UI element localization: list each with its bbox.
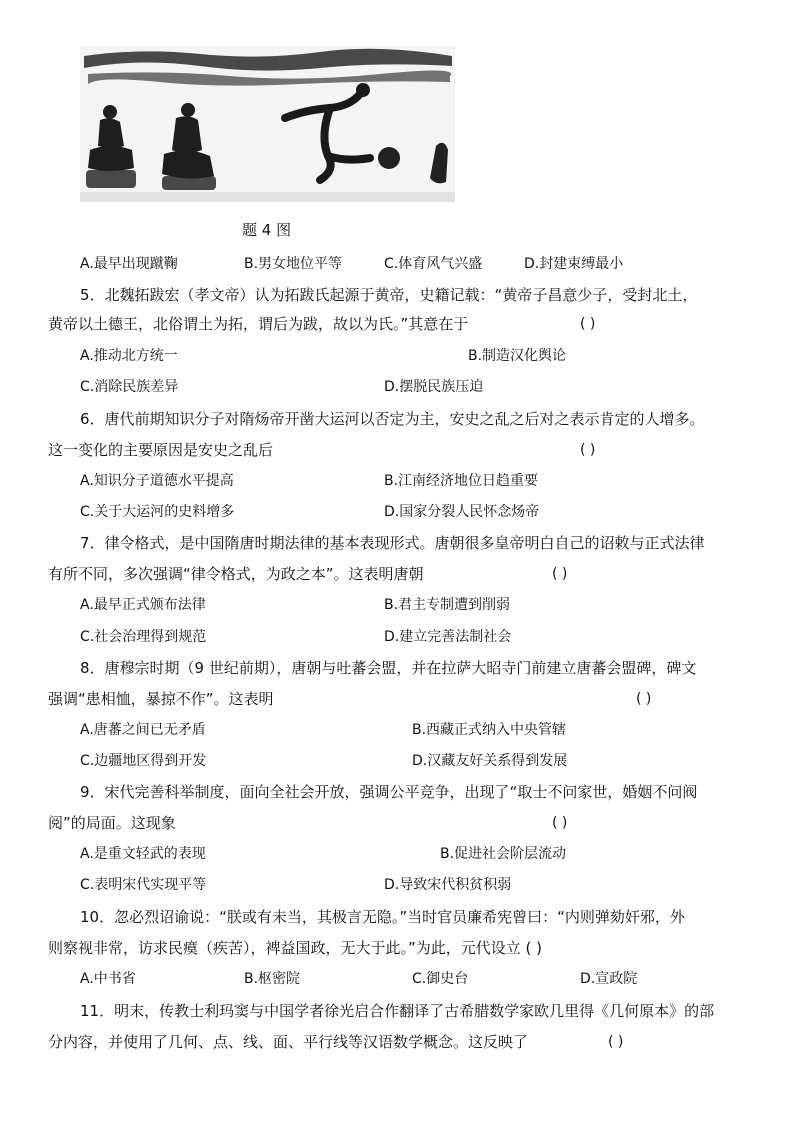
q4-option-b: B.男女地位平等 <box>244 256 343 272</box>
figure-caption: 题 4 图 <box>242 221 292 239</box>
q8-answer-blank: ( ) <box>636 691 652 707</box>
q6-stem-line2: 这一变化的主要原因是安史之乱后 <box>48 441 274 459</box>
q7-option-c: C.社会治理得到规范 <box>80 629 207 645</box>
q9-option-d: D.导致宋代积贫积弱 <box>384 877 512 893</box>
q6-option-d: D.国家分裂人民怀念炀帝 <box>384 504 540 520</box>
q6-option-c: C.关于大运河的史料增多 <box>80 504 235 520</box>
q5-option-b: B.制造汉化舆论 <box>468 348 567 364</box>
q11-stem-line2: 分内容，并使用了几何、点、线、面、平行线等汉语数学概念。这反映了 <box>48 1033 529 1051</box>
q9-option-a: A.是重文轻武的表现 <box>80 846 206 862</box>
q6-option-b: B.江南经济地位日趋重要 <box>384 473 539 489</box>
q11-stem-line1: 11．明末，传教士利玛窦与中国学者徐光启合作翻译了古希腊数学家欧几里得《几何原本》的部 <box>80 1002 715 1020</box>
q9-stem-line2: 阅”的局面。这现象 <box>48 814 176 832</box>
q9-option-c: C.表明宋代实现平等 <box>80 877 207 893</box>
q10-option-d: D.宣政院 <box>580 971 638 987</box>
q10-option-b: B.枢密院 <box>244 971 301 987</box>
q5-option-d: D.摆脱民族压迫 <box>384 379 484 395</box>
q8-option-a: A.唐蕃之间已无矛盾 <box>80 722 206 738</box>
q6-answer-blank: ( ) <box>580 442 596 458</box>
q4-option-c: C.体育风气兴盛 <box>384 256 483 272</box>
q7-option-a: A.最早正式颁布法律 <box>80 597 206 613</box>
q9-answer-blank: ( ) <box>552 815 568 831</box>
q9-stem-line1: 9．宋代完善科举制度，面向全社会开放，强调公平竞争，出现了“取士不问家世，婚姻不问阀 <box>80 783 698 801</box>
q8-option-b: B.西藏正式纳入中央管辖 <box>412 722 567 738</box>
q10-stem-line1: 10．忽必烈诏谕说：“朕或有未当，其极言无隐。”当时官员廉希宪曾曰：“内则弹劾奸邪，外 <box>80 908 685 926</box>
q8-stem-line1: 8．唐穆宗时期（9 世纪前期），唐朝与吐蕃会盟，并在拉萨大昭寺门前建立唐蕃会盟碑，碑文 <box>80 659 697 677</box>
rubbing-image-svg <box>80 46 455 202</box>
q5-stem-line2: 黄帝以土德王，北俗谓土为拓，谓后为跋，故以为氏。”其意在于 <box>48 315 469 333</box>
q7-stem-line2: 有所不同，多次强调“律令格式，为政之本”。这表明唐朝 <box>48 565 424 583</box>
q4-option-a: A.最早出现蹴鞠 <box>80 256 178 272</box>
q10-option-a: A.中书省 <box>80 971 136 987</box>
q5-answer-blank: ( ) <box>580 316 596 332</box>
q8-option-c: C.边疆地区得到开发 <box>80 753 207 769</box>
q5-option-a: A.推动北方统一 <box>80 348 178 364</box>
q5-stem-line1: 5．北魏拓跋宏（孝文帝）认为拓跋氏起源于黄帝，史籍记载：“黄帝子昌意少子，受封北土， <box>80 286 698 304</box>
q8-stem-line2: 强调“患相恤，暴掠不作”。这表明 <box>48 690 274 708</box>
q7-option-b: B.君主专制遭到削弱 <box>384 597 511 613</box>
q11-answer-blank: ( ) <box>608 1034 624 1050</box>
q4-option-d: D.封建束缚最小 <box>524 256 624 272</box>
q8-option-d: D.汉藏友好关系得到发展 <box>412 753 568 769</box>
q7-option-d: D.建立完善法制社会 <box>384 629 512 645</box>
q7-answer-blank: ( ) <box>552 566 568 582</box>
q9-option-b: B.促进社会阶层流动 <box>440 846 567 862</box>
q5-option-c: C.消除民族差异 <box>80 379 179 395</box>
q10-stem-line2: 则察视非常，访求民瘼（疾苦），裨益国政，无大于此。”为此，元代设立 ( ) <box>48 939 543 957</box>
q6-stem-line1: 6．唐代前期知识分子对隋炀帝开凿大运河以否定为主，安史之乱之后对之表示肯定的人增多。 <box>80 410 705 428</box>
q6-option-a: A.知识分子道德水平提高 <box>80 473 234 489</box>
q10-option-c: C.御史台 <box>412 971 469 987</box>
q7-stem-line1: 7．律令格式，是中国隋唐时期法律的基本表现形式。唐朝很多皇帝明白自己的诏敕与正式法律 <box>80 534 705 552</box>
figure-image <box>80 46 455 202</box>
